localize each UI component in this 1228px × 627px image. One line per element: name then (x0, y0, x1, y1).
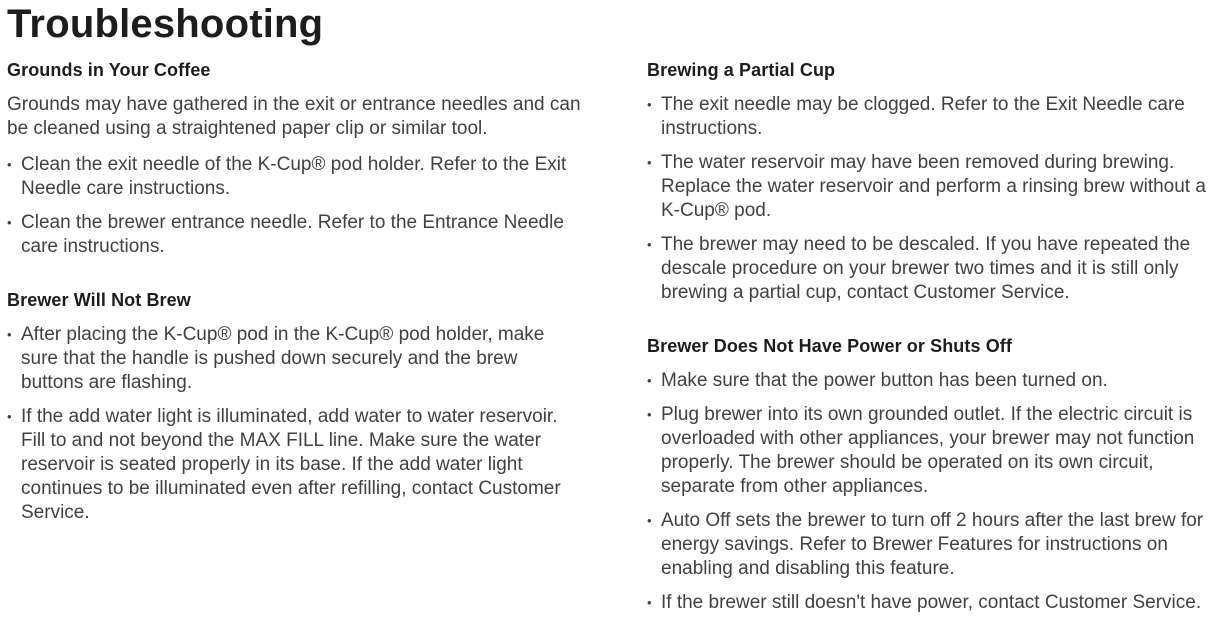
bullet-dot: • (647, 237, 652, 252)
bullet-item (7, 211, 585, 259)
bullet-text: After placing the K-Cup® pod in the K-Cup® pod holder, make sure that the handle is pushed down securely and the brew buttons are flashing. (21, 324, 545, 393)
bullet-item (647, 151, 1215, 223)
bullet-text: The water reservoir may have been removed during brewing. Replace the water reservoir and perform a rinsing brew without a K-Cup® pod. (661, 152, 1206, 221)
bullet-text: Clean the exit needle of the K-Cup® pod holder. Refer to the Exit Needle care instructions. (21, 154, 567, 199)
bullet-text: If the brewer still doesn't have power, contact Customer Service. (661, 592, 1202, 613)
bullet-dot: • (647, 373, 652, 388)
bullet-dot: • (647, 513, 652, 528)
bullet-item (647, 509, 1215, 581)
bullet-item (7, 153, 585, 201)
bullet-text: Plug brewer into its own grounded outlet. If the electric circuit is overloaded with other appliances, your brewer may not function properly. The brewer should be operated on its own circuit, separate from other appliances. (661, 404, 1195, 497)
bullet-list (7, 323, 585, 525)
bullet-dot: • (647, 97, 652, 112)
section-heading: Brewing a Partial Cup (647, 60, 836, 80)
section-heading: Brewer Does Not Have Power or Shuts Off (647, 336, 1012, 356)
bullet-text: Clean the brewer entrance needle. Refer to the Entrance Needle care instructions. (21, 212, 564, 257)
bullet-list (647, 369, 1215, 615)
bullet-list (647, 93, 1215, 305)
bullet-item (647, 591, 1215, 615)
bullet-item (647, 93, 1215, 141)
bullet-item (7, 405, 585, 525)
bullet-dot: • (7, 327, 12, 342)
bullet-text: The brewer may need to be descaled. If you have repeated the descale procedure on your brewer two times and it is still only brewing a partial cup, contact Customer Service. (661, 234, 1191, 303)
bullet-dot: • (647, 595, 652, 610)
bullet-text: If the add water light is illuminated, add water to water reservoir. Fill to and not beyond the MAX FILL line. Make sure the water reservoir is seated properly in its base. If the add water light continues to be illuminated even after refilling, contact Customer Service. (21, 406, 561, 523)
bullet-dot: • (7, 157, 12, 172)
right-column (647, 60, 1215, 615)
bullet-item (647, 403, 1215, 499)
section-heading: Grounds in Your Coffee (7, 60, 211, 80)
bullet-dot: • (7, 215, 12, 230)
two-column-layout (7, 60, 1220, 615)
section-brewer-will-not-brew (7, 290, 585, 525)
section-brewer-does-not-have-power (647, 336, 1215, 615)
page-title: Troubleshooting (7, 2, 324, 46)
bullet-item (7, 323, 585, 395)
bullet-item (647, 369, 1215, 393)
left-column (7, 60, 585, 615)
bullet-text: Auto Off sets the brewer to turn off 2 hours after the last brew for energy savings. Refer to Brewer Features for instructions on enabling and disabling this feature. (661, 510, 1204, 579)
bullet-dot: • (647, 407, 652, 422)
section-paragraph: Grounds may have gathered in the exit or entrance needles and can be cleaned using a straightened paper clip or similar tool. (7, 94, 581, 139)
section-heading: Brewer Will Not Brew (7, 290, 191, 310)
bullet-dot: • (647, 155, 652, 170)
bullet-item (647, 233, 1215, 305)
section-grounds-in-your-coffee (7, 60, 585, 259)
bullet-dot: • (7, 409, 12, 424)
bullet-text: The exit needle may be clogged. Refer to the Exit Needle care instructions. (661, 94, 1185, 139)
section-brewing-a-partial-cup (647, 60, 1215, 305)
bullet-text: Make sure that the power button has been turned on. (661, 370, 1108, 391)
bullet-list (7, 153, 585, 259)
